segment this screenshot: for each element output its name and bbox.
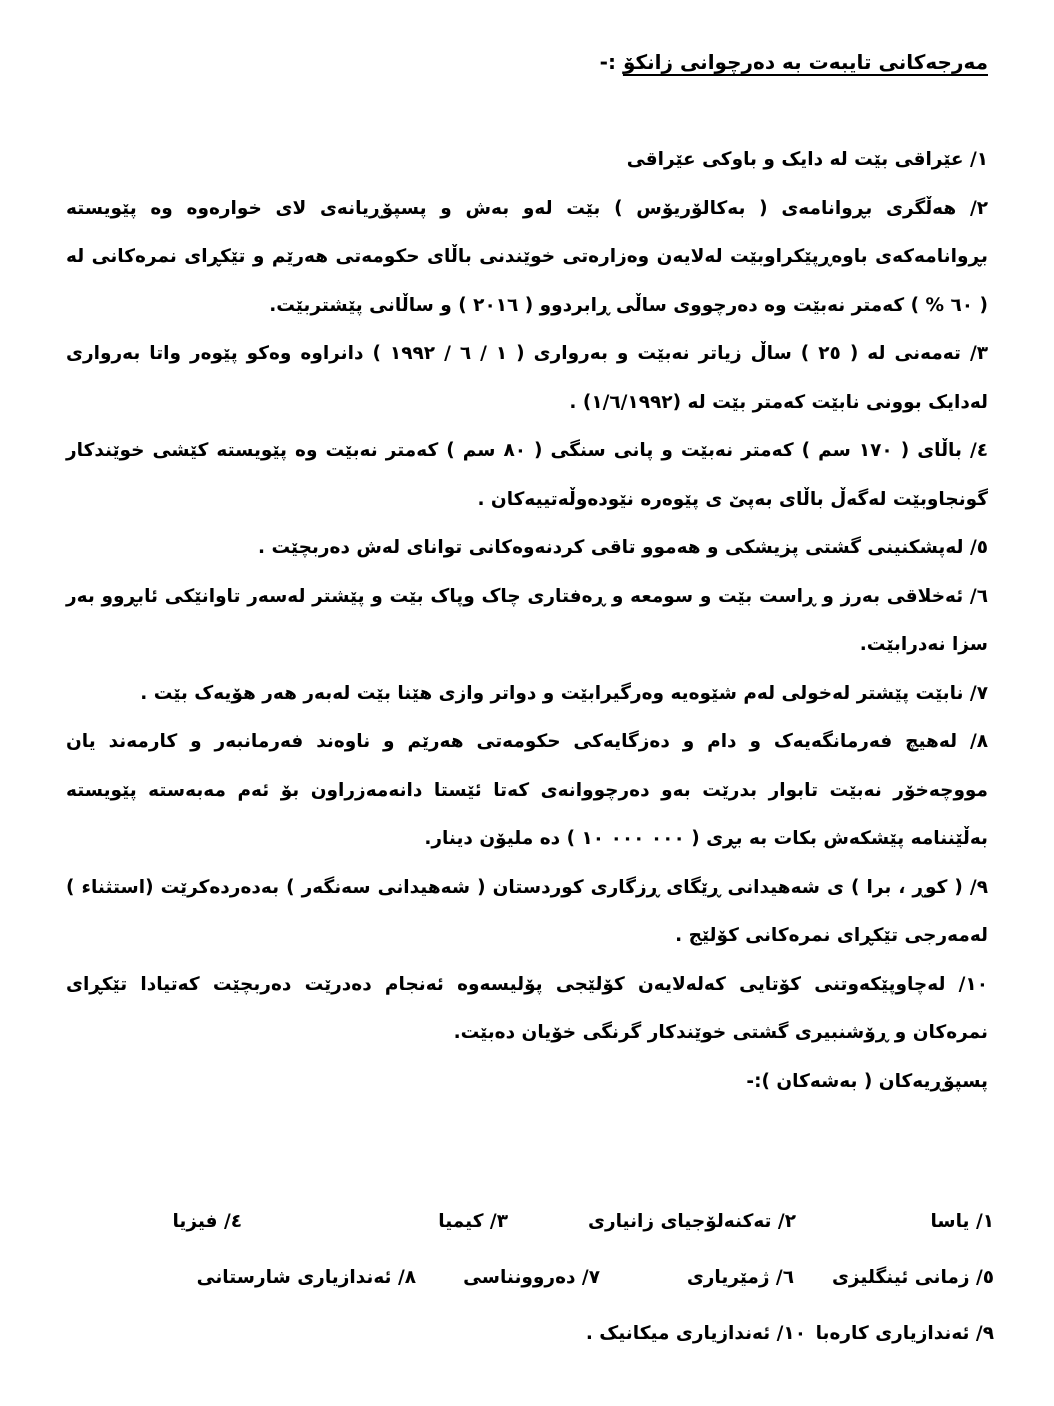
condition-item-6: ٦/ ئەخلاقی بەرز و ڕاست بێت و سومعە و ڕەفتاری چاک وپاک بێت و پێشتر لەسەر تاوانێکی ئابڕوو بەر سزا نەدرابێت. — [66, 585, 988, 655]
condition-item-10: ١٠/ لەچاوپێکەوتنی کۆتایی کەلەلایەن کۆلێجی پۆلیسەوە ئەنجام دەدرێت دەربچێت کەتیادا تێکڕای نمرەکان و ڕۆشنبیری گشتی خوێندکار گرنگی خۆیان دەبێت. — [66, 973, 988, 1043]
specializations-row-1 — [60, 1200, 994, 1256]
condition-item-2: ٢/ هەڵگری بڕوانامەی ( بەکالۆریۆس ) بێت لەو بەش و پسپۆڕیانەی لای خوارەوە وە پێویستە بڕوانامەکەی باوەڕپێکراوبێت لەلایەن وەزارەتی خوێندنی باڵای حکومەتی هەرێم و تێکڕای نمرەکانی لە ( ٦٠ % ) کەمتر نەبێت وە دەرچووی ساڵی ڕابردوو ( ٢٠١٦ ) و ساڵانی پێشتربێت. — [66, 197, 988, 316]
specializations-row-3 — [60, 1312, 994, 1368]
document-title-suffix: :- — [599, 50, 623, 74]
conditions-list — [66, 136, 988, 1106]
condition-item-5: ٥/ لەپشکنینی گشتی پزیشکی و هەموو تاقی کردنەوەکانی توانای لەش دەربچێت . — [258, 537, 988, 558]
condition-item-7: ٧/ نابێت پێشتر لەخولی لەم شێوەیە وەرگیرابێت و دواتر وازی هێنا بێت لەبەر هەر هۆیەک بێت . — [140, 682, 988, 704]
specialization-item: ٨/ ئەندازیاری شارستانی — [196, 1267, 416, 1288]
specialization-item: ١/ یاسا — [930, 1211, 994, 1232]
specializations-heading: پسپۆڕیەکان ( بەشەکان ):- — [746, 1070, 988, 1092]
specializations-list — [60, 1200, 994, 1368]
specialization-item: ٩/ ئەندازیاری کارەبا — [815, 1323, 994, 1344]
specialization-item: ٤/ فیزیا — [172, 1211, 242, 1232]
specialization-item: ١٠/ ئەندازیاری میکانیک . — [585, 1323, 806, 1344]
specialization-item: ٦/ ژمێریاری — [686, 1267, 794, 1288]
specialization-item: ٢/ تەکنەلۆجیای زانیاری — [587, 1211, 796, 1232]
specializations-row-2 — [60, 1256, 994, 1312]
condition-item-3: ٣/ تەمەنی لە ( ٢٥ ) ساڵ زیاتر نەبێت و بەرواری ( ١ / ٦ / ١٩٩٢ ) دانراوە وەکو پێوەر واتا بەرواری لەدایک بوونی نابێت کەمتر بێت لە (١/٦/١٩٩٢) . — [66, 343, 988, 413]
condition-item-4: ٤/ باڵای ( ١٧٠ سم ) کەمتر نەبێت و پانی سنگی ( ٨٠ سم ) کەمتر نەبێت وە پێویستە کێشی خوێندکار گونجاوبێت لەگەڵ باڵای بەپێ ی پێوەرە نێودەوڵەتییەکان . — [66, 440, 989, 510]
specialization-item: ٥/ زمانی ئینگلیزی — [831, 1267, 994, 1288]
document-title-main: مەرجەکانی تایبەت بە دەرچوانی زانکۆ — [622, 50, 988, 74]
condition-item-8: ٨/ لەهیچ فەرمانگەیەک و دام و دەزگایەکی حکومەتی هەرێم و ناوەند فەرمانبەر و کارمەند یان مووچەخۆر نەبێت تابوار بدرێت بەو دەرچووانەی کەتا ئێستا دانەمەزراون بۆ ئەم مەبەستە پێویستە بەڵێننامە پێشکەش بکات بە بڕی ( ٠٠٠ ٠٠٠ ١٠ ) دە ملیۆن دینار. — [66, 731, 988, 849]
specialization-item: ٣/ کیمیا — [438, 1211, 508, 1232]
condition-item-1: ١/ عێراقی بێت لە دایک و باوکی عێراقی — [626, 149, 988, 170]
specialization-item: ٧/ دەروونناسی — [463, 1267, 600, 1288]
document-title — [68, 44, 988, 80]
condition-item-9: ٩/ ( کوڕ ، برا ) ی شەهیدانی ڕێگای ڕزگاری کوردستان ( شەهیدانی سەنگەر ) بەدەردەکرێت (استثناء ) لەمەرجی تێکڕای نمرەکانی کۆلێج . — [66, 876, 988, 946]
